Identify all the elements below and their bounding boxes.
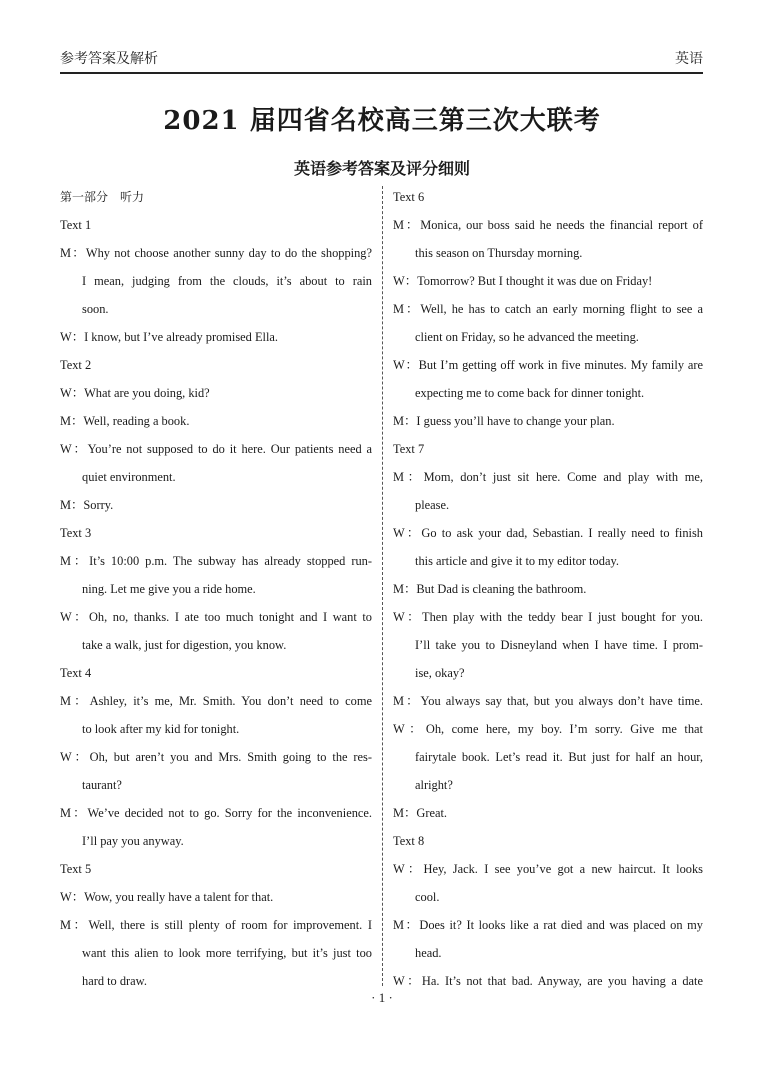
text-line: M：We’ve decided not to go. Sorry for the inconvenience.	[60, 806, 372, 820]
text-line: M：I guess you’ll have to change your plan.	[393, 414, 615, 428]
text-line: fairytale book. Let’s read it. But just for half an hour,	[415, 750, 703, 764]
right-column	[393, 183, 703, 995]
text-line: I mean, judging from the clouds, it’s about to rain	[82, 274, 372, 288]
text-line: W：You’re not supposed to do it here. Our patients need a	[60, 442, 372, 456]
text-line: W：Oh, but aren’t you and Mrs. Smith going to the res-	[60, 750, 372, 764]
text-line: W：Then play with the teddy bear I just bought for you.	[393, 610, 703, 624]
text-line: this article and give it to my editor today.	[415, 554, 619, 568]
text-line: Text 4	[60, 666, 92, 680]
text-line: head.	[415, 946, 442, 960]
text-line: I’ll take you to Disneyland when I have time. I prom-	[415, 638, 703, 652]
text-line: Text 7	[393, 442, 425, 456]
text-line: to look after my kid for tonight.	[82, 722, 240, 736]
text-line: W：Wow, you really have a talent for that.	[60, 890, 274, 904]
text-line: M：Well, there is still plenty of room for improvement. I	[60, 918, 372, 932]
text-line: Text 1	[60, 218, 92, 232]
text-line: ise, okay?	[415, 666, 465, 680]
text-line: M：Why not choose another sunny day to do the shopping?	[60, 246, 372, 260]
text-line: W：What are you doing, kid?	[60, 386, 210, 400]
text-line: W：I know, but I’ve already promised Ella.	[60, 330, 279, 344]
text-line: I’ll pay you anyway.	[82, 834, 184, 848]
text-line: expecting me to come back for dinner tonight.	[415, 386, 645, 400]
text-line: cool.	[415, 890, 440, 904]
text-line: Text 5	[60, 862, 92, 876]
text-line: M：Great.	[393, 806, 448, 820]
text-line: W：Tomorrow? But I thought it was due on Friday!	[393, 274, 653, 288]
text-line: Text 3	[60, 526, 92, 540]
text-line: M：Mom, don’t just sit here. Come and play with me,	[393, 470, 703, 484]
document-subtitle: 英语参考答案及评分细则	[293, 159, 470, 178]
text-line: alright?	[415, 778, 453, 792]
text-line: W：Go to ask your dad, Sebastian. I really need to finish	[393, 526, 703, 540]
text-line: M：Well, he has to catch an early morning flight to see a	[393, 302, 703, 316]
text-line: take a walk, just for digestion, you know.	[82, 638, 287, 652]
text-line: M：But Dad is cleaning the bathroom.	[393, 582, 587, 596]
page-number: · 1 ·	[371, 990, 393, 1005]
page-header	[60, 48, 703, 72]
text-line: M：You always say that, but you always don’t have time.	[393, 694, 703, 708]
text-line: M：Sorry.	[60, 498, 114, 512]
text-line: ning. Let me give you a ride home.	[82, 582, 256, 596]
text-line: W：Oh, come here, my boy. I’m sorry. Give me that	[393, 722, 703, 736]
text-line: W：Hey, Jack. I see you’ve got a new haircut. It looks	[393, 862, 703, 876]
text-line: W：Ha. It’s not that bad. Anyway, are you having a date	[393, 974, 703, 988]
text-line: quiet environment.	[82, 470, 176, 484]
document-title: 2021 届四省名校高三第三次大联考	[163, 106, 601, 136]
header-subject-label: 英语	[675, 52, 703, 67]
text-line: 第一部分 听力	[60, 190, 145, 204]
text-line: Text 2	[60, 358, 92, 372]
text-line: M：Well, reading a book.	[60, 414, 190, 428]
text-line: M：Monica, our boss said he needs the financial report of	[393, 218, 703, 232]
text-line: client on Friday, so he advanced the meeting.	[415, 330, 639, 344]
header-rule	[60, 72, 703, 74]
column-divider	[382, 186, 383, 986]
text-line: please.	[415, 498, 450, 512]
text-line: want this alien to look more terrifying, but it’s just too	[82, 946, 372, 960]
text-line: M：Does it? It looks like a rat died and was placed on my	[393, 918, 703, 932]
text-line: taurant?	[82, 778, 122, 792]
header-section-label: 参考答案及解析	[60, 52, 158, 67]
left-column	[60, 183, 372, 995]
text-line: this season on Thursday morning.	[415, 246, 583, 260]
text-line: soon.	[82, 302, 109, 316]
text-line: Text 6	[393, 190, 425, 204]
text-line: Text 8	[393, 834, 425, 848]
text-line: hard to draw.	[82, 974, 147, 988]
text-line: W：Oh, no, thanks. I ate too much tonight and I want to	[60, 610, 372, 624]
text-line: M：Ashley, it’s me, Mr. Smith. You don’t need to come	[60, 694, 372, 708]
text-line: W：But I’m getting off work in five minutes. My family are	[393, 358, 703, 372]
text-line: M：It’s 10:00 p.m. The subway has already stopped run-	[60, 554, 372, 568]
